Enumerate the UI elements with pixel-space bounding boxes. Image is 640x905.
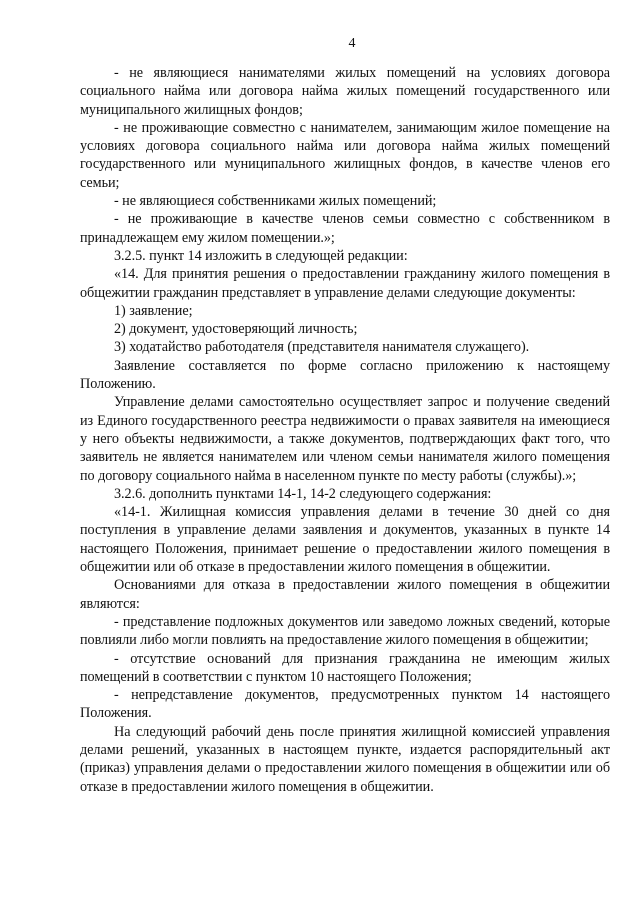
list-item-employer-petition: 3) ходатайство работодателя (представителя нанимателя служащего). bbox=[114, 339, 530, 356]
paragraph-missing-documents: - непредставление документов, предусмотренных пунктом 14 настоящего Положения. bbox=[80, 687, 610, 722]
paragraph-item-14-1: «14-1. Жилищная комиссия управления делами в течение 30 дней со дня поступления в управление делами заявления и документов, указанных в пункте 14 настоящего Положения, принимает решение о предоставлении жилого помещения в общежитии или об отказе в предоставлении жилого помещения в общежитии. bbox=[80, 504, 610, 576]
page-number: 4 bbox=[348, 36, 356, 51]
paragraph-refusal-grounds: Основаниями для отказа в предоставлении жилого помещения в общежитии являются: bbox=[80, 577, 610, 612]
paragraph-application-form: Заявление составляется по форме согласно приложению к настоящему Положению. bbox=[80, 357, 610, 393]
paragraph-forged-documents: - представление подложных документов или заведомо ложных сведений, которые повлияли либо могли повлиять на предоставление жилого помещения в общежитии; bbox=[80, 613, 610, 649]
paragraph-registry-request: Управление делами самостоятельно осуществляет запрос и получение сведений из Единого государственного реестра недвижимости о правах заявителя на имеющиеся у него объекты недвижимости, а также документов, подтверждающих факт того, что заявитель не является нанимателем или членом семьи нанимателя жилого помещения по договору социального найма в населенном пункте по месту работы (службы).»; bbox=[80, 394, 610, 484]
paragraph-not-owners: - не являющиеся собственниками жилых помещений; bbox=[114, 193, 437, 210]
paragraph-not-living-with-owner: - не проживающие в качестве членов семьи совместно с собственником в принадлежащем ему жилом помещении.»; bbox=[80, 211, 610, 246]
paragraph-3-2-6: 3.2.6. дополнить пунктами 14-1, 14-2 следующего содержания: bbox=[114, 485, 492, 502]
paragraph-not-living-with-tenant: - не проживающие совместно с нанимателем, занимающим жилое помещение на условиях договора социального найма или договора найма жилых помещений государственного или муниципального жилищных фондов, в качестве членов его семьи; bbox=[80, 119, 610, 191]
paragraph-not-tenants: - не являющиеся нанимателями жилых помещений на условиях договора социального найма или договора найма жилых помещений государственного или муниципального жилищных фондов; bbox=[80, 65, 610, 118]
paragraph-3-2-5: 3.2.5. пункт 14 изложить в следующей редакции: bbox=[114, 247, 408, 264]
paragraph-next-working-day: На следующий рабочий день после принятия жилищной комиссией управления делами решений, указанных в настоящем пункте, издается распорядительный акт (приказ) управления делами о предоставлении жилого помещения в общежитии или об отказе в предоставлении жилого помещения в общежитии. bbox=[80, 723, 610, 795]
paragraph-no-grounds: - отсутствие оснований для признания гражданина не имеющим жилых помещений в соответствии с пунктом 10 настоящего Положения; bbox=[80, 650, 610, 685]
list-item-application: 1) заявление; bbox=[114, 302, 193, 319]
paragraph-item-14: «14. Для принятия решения о предоставлении гражданину жилого помещения в общежитии гражданин представляет в управление делами следующие документы: bbox=[80, 266, 610, 301]
list-item-identity-document: 2) документ, удостоверяющий личность; bbox=[114, 321, 358, 338]
